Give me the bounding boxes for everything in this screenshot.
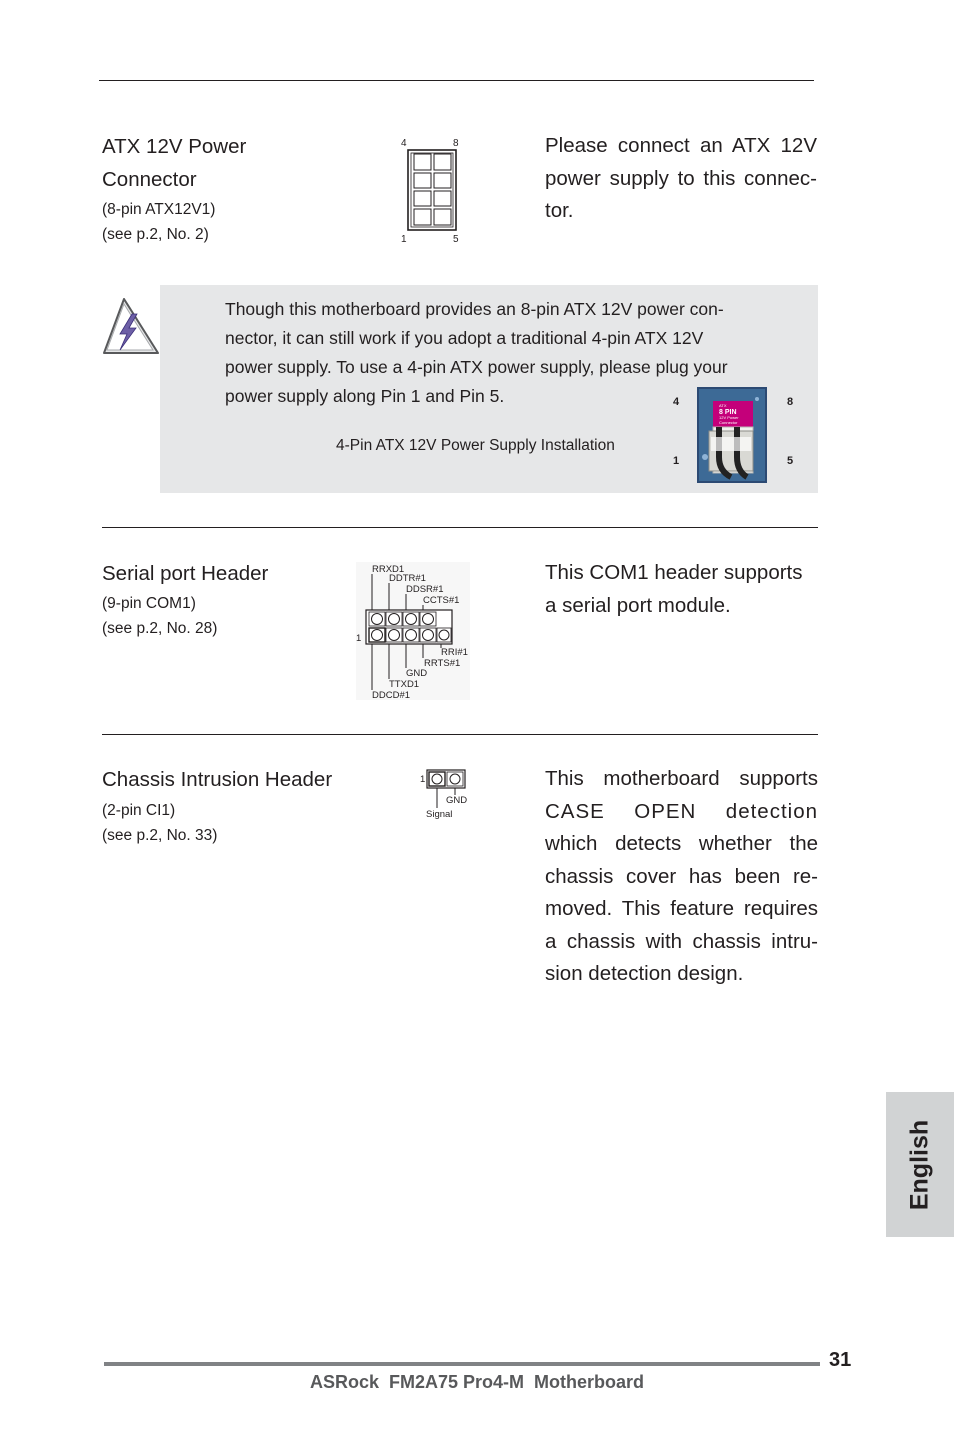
chassis-signal-label: Signal xyxy=(426,809,453,820)
serial-sub-pin: (9-pin COM1) xyxy=(102,595,196,612)
top-rule xyxy=(99,80,814,81)
chassis-title: Chassis Intrusion Header xyxy=(102,768,333,791)
atx-pin-label-5: 5 xyxy=(453,234,459,245)
serial-header-diagram xyxy=(356,562,470,700)
serial-label-ddtr: DDTR#1 xyxy=(389,573,426,584)
atx-sub-ref: (see p.2, No. 2) xyxy=(102,226,209,243)
serial-title: Serial port Header xyxy=(102,562,269,585)
chassis-sub-pin: (2-pin CI1) xyxy=(102,802,176,819)
atx-desc-line1: Please connect an ATX 12V xyxy=(545,134,817,157)
atx-photo-label-5: 5 xyxy=(787,455,794,467)
note-line4: power supply along Pin 1 and Pin 5. xyxy=(225,386,505,406)
footer-product-name: ASRock FM2A75 Pro4-M Motherboard xyxy=(309,1372,645,1392)
chassis-desc-line3: which detects whether the xyxy=(545,832,818,855)
divider-1 xyxy=(102,527,818,528)
serial-label-rrxd1: RRXD1 xyxy=(372,564,405,575)
photo-label-small: ATX xyxy=(719,403,727,408)
note-caption: 4-Pin ATX 12V Power Supply Installation xyxy=(336,437,615,454)
chassis-desc-line6: a chassis with chassis intru- xyxy=(545,929,818,953)
note-line3: power supply. To use a 4-pin ATX power supply, please plug your xyxy=(225,357,728,377)
footer-bar xyxy=(104,1362,820,1366)
serial-sub-ref: (see p.2, No. 28) xyxy=(102,620,218,637)
divider-2 xyxy=(102,734,818,735)
serial-label-pin1: 1 xyxy=(356,633,362,644)
chassis-desc-line1: This motherboard supports xyxy=(545,767,818,790)
atx-photo-label-8: 8 xyxy=(787,396,794,408)
photo-label-line1: 12V Power xyxy=(719,415,739,420)
serial-label-gnd: GND xyxy=(406,668,428,679)
serial-label-ddsr: DDSR#1 xyxy=(406,584,444,595)
chassis-desc-line5: moved. This feature requires xyxy=(545,897,818,920)
serial-label-ccts: CCTS#1 xyxy=(423,595,460,606)
chassis-desc-line7: sion detection design. xyxy=(545,962,744,985)
atx-title xyxy=(102,130,246,196)
note-box xyxy=(160,285,818,493)
chassis-header-diagram xyxy=(420,768,476,822)
serial-label-rri: RRI#1 xyxy=(441,647,468,658)
serial-description xyxy=(545,557,817,622)
serial-label-ttxd1: TTXD1 xyxy=(389,679,420,690)
atx-4pin-photo xyxy=(697,387,767,483)
serial-desc-line1: This COM1 header supports xyxy=(545,561,803,584)
chassis-description xyxy=(545,763,818,991)
atx-pin-label-8: 8 xyxy=(453,138,459,149)
chassis-subtitle xyxy=(102,798,217,848)
caution-lightning-icon xyxy=(100,296,162,356)
photo-label-big: 8 PIN xyxy=(719,409,737,416)
chassis-desc-line4: chassis cover has been re- xyxy=(545,864,818,888)
atx-8pin-diagram xyxy=(396,134,468,246)
atx-photo-label-4: 4 xyxy=(673,396,680,408)
page-number: 31 xyxy=(829,1349,852,1371)
atx-description xyxy=(545,130,817,228)
note-line1: Though this motherboard provides an 8-pin ATX 12V power con- xyxy=(225,299,724,319)
serial-subtitle xyxy=(102,591,217,641)
language-tab-label: English xyxy=(905,1119,934,1210)
photo-label-line2: Connector xyxy=(719,420,738,425)
chassis-pin1-label: 1 xyxy=(420,774,426,785)
serial-desc-line2: a serial port module. xyxy=(545,593,731,617)
chassis-gnd-label: GND xyxy=(446,795,468,806)
serial-label-ddcd: DDCD#1 xyxy=(372,690,411,700)
atx-sub-pin: (8-pin ATX12V1) xyxy=(102,201,216,218)
atx-pin-label-1: 1 xyxy=(401,234,407,245)
chassis-sub-ref: (see p.2, No. 33) xyxy=(102,827,218,844)
chassis-desc-line2: CASE OPEN detection xyxy=(545,799,818,823)
atx-desc-line3: tor. xyxy=(545,199,574,222)
atx-photo-label-1: 1 xyxy=(673,455,680,467)
atx-title-line1: ATX 12V Power xyxy=(102,135,247,158)
atx-title-line2: Connector xyxy=(102,168,197,191)
language-side-tab xyxy=(886,1092,954,1237)
atx-subtitle xyxy=(102,197,215,247)
atx-desc-line2: power supply to this connec- xyxy=(545,166,817,190)
note-line2: nector, it can still work if you adopt a traditional 4-pin ATX 12V xyxy=(225,328,704,348)
serial-label-rrts: RRTS#1 xyxy=(424,658,461,669)
atx-pin-label-4: 4 xyxy=(401,138,407,149)
